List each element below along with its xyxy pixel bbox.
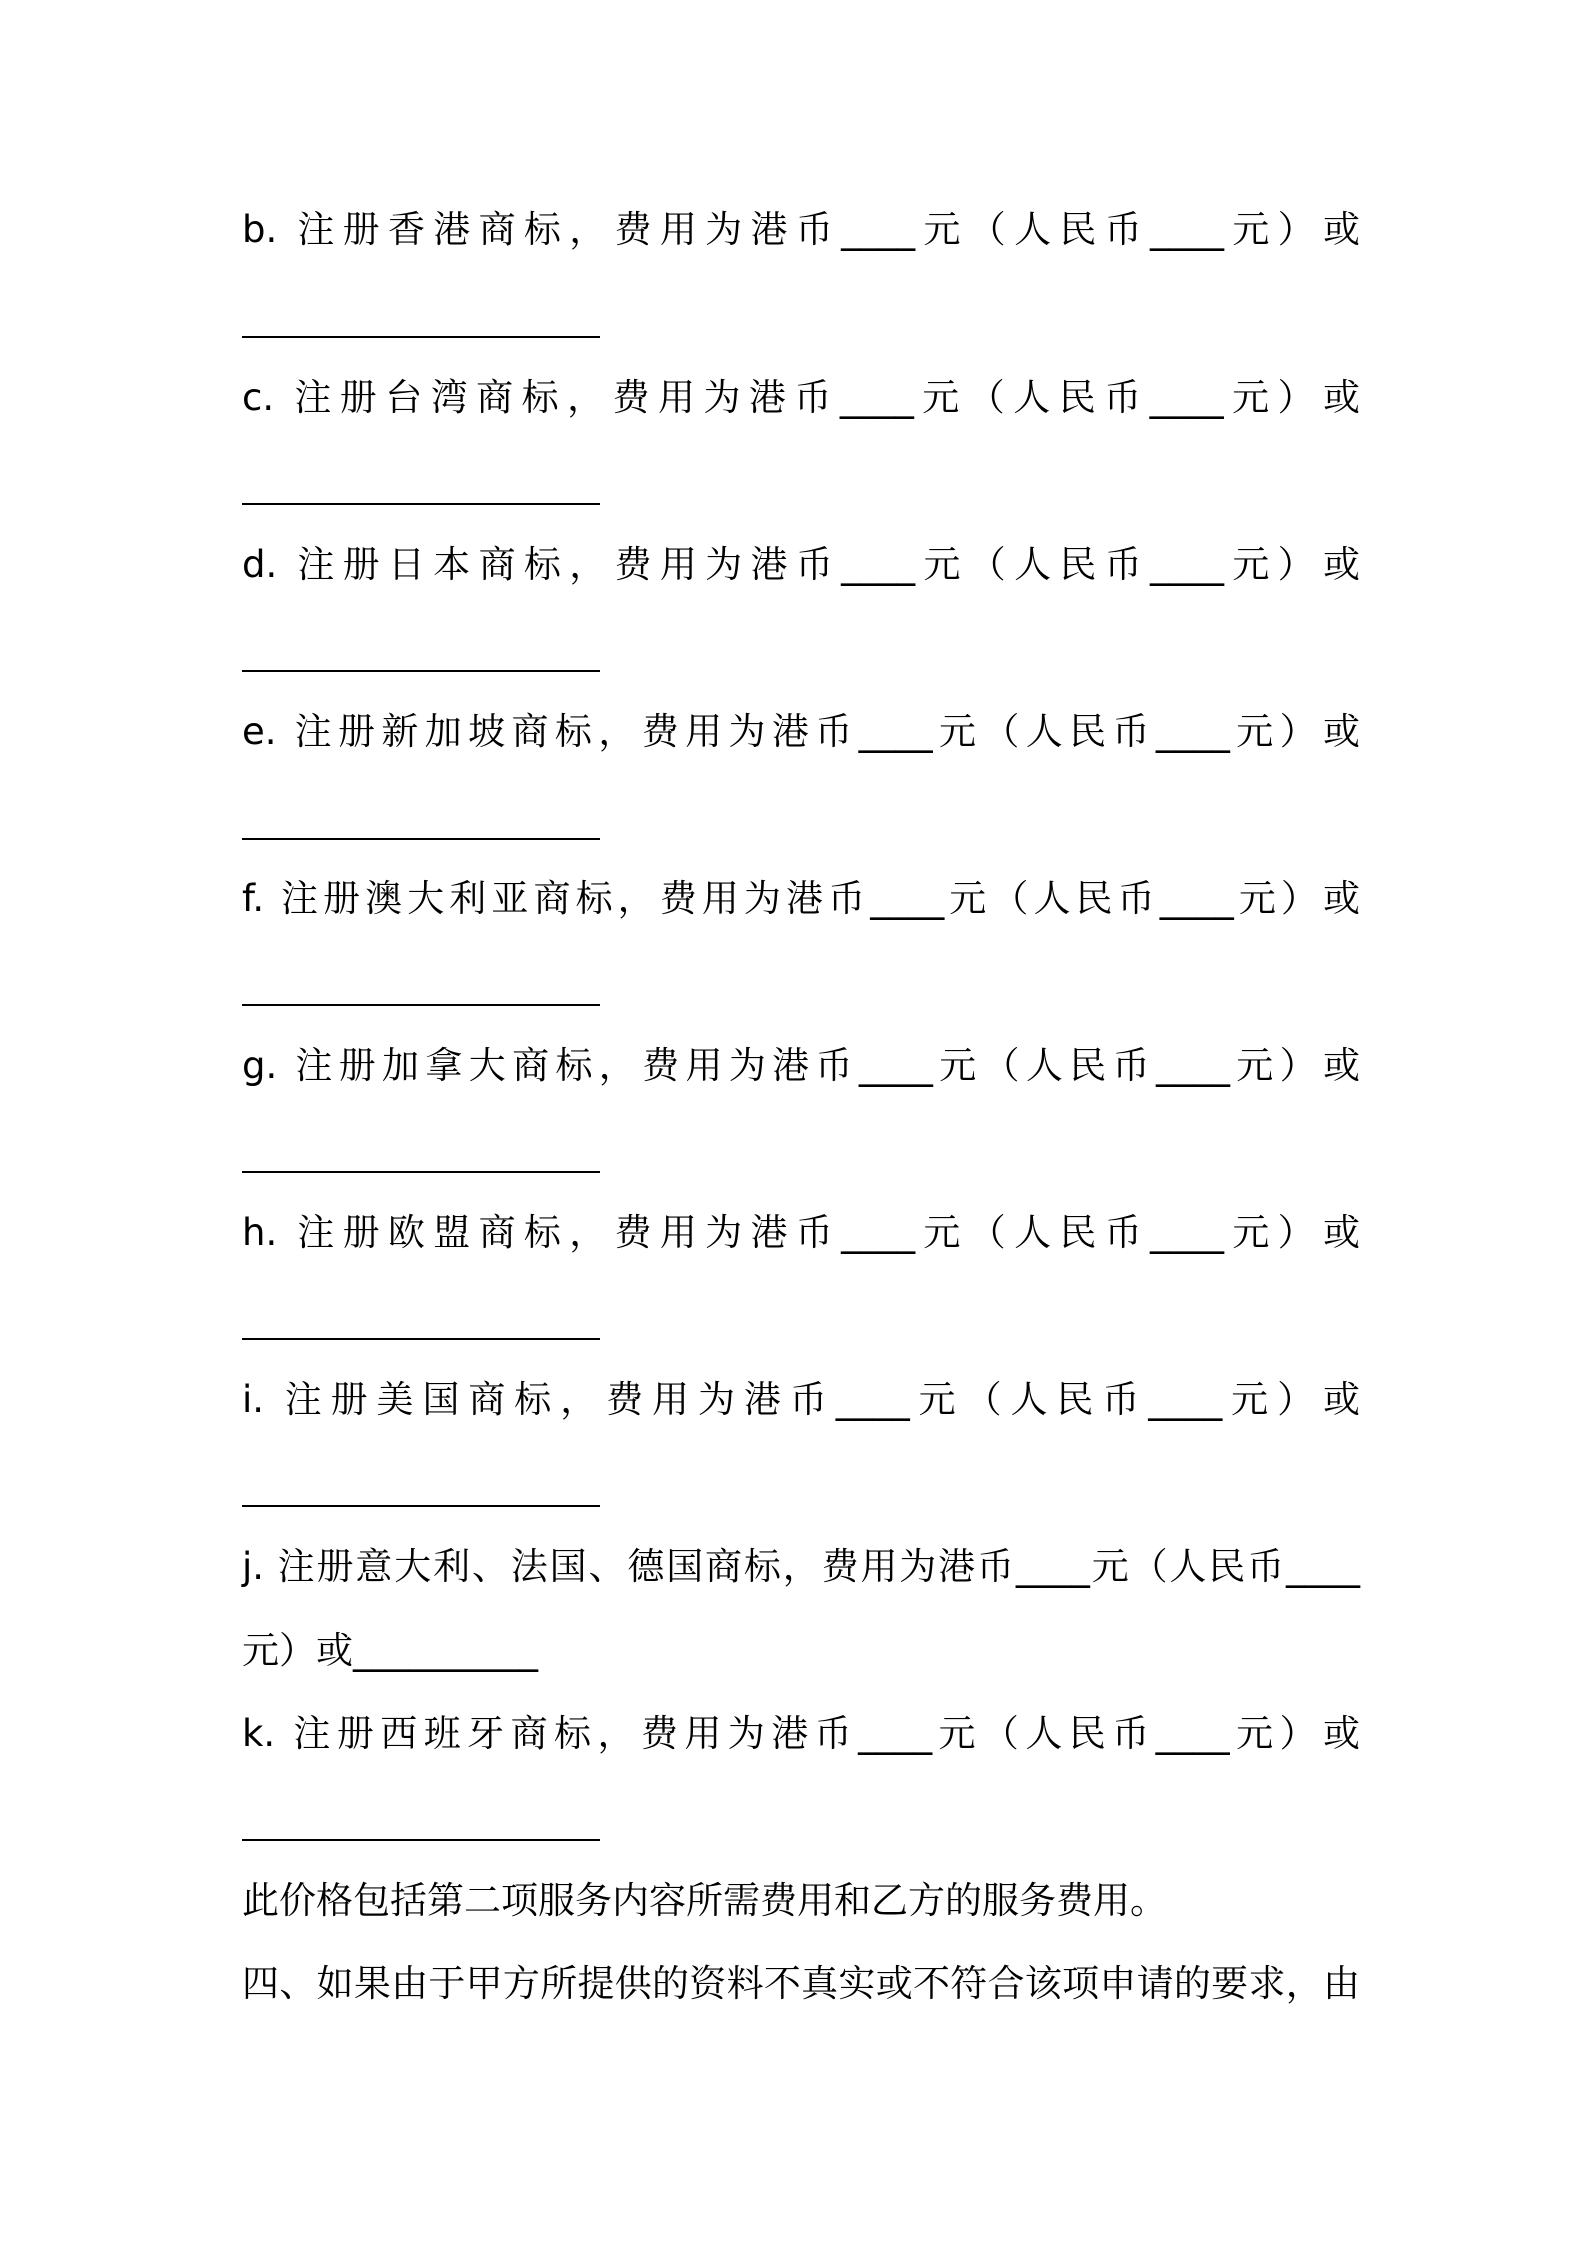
item-d-blank <box>242 670 600 672</box>
item-j-line-2: 元）或__________ <box>242 1629 538 1672</box>
item-e-blank <box>242 838 600 840</box>
item-k-blank <box>242 1839 600 1841</box>
item-c-blank <box>242 503 600 505</box>
item-h-blank <box>242 1338 600 1340</box>
item-g-blank <box>242 1171 600 1173</box>
price-note: 此价格包括第二项服务内容所需费用和乙方的服务费用。 <box>242 1879 1167 1922</box>
item-g-line: g. 注册加拿大商标，费用为港币____元（人民币____元）或 <box>242 1044 1360 1087</box>
item-j-line-1: j. 注册意大利、法国、德国商标，费用为港币____元（人民币____ <box>242 1545 1360 1588</box>
item-i-blank <box>242 1505 600 1507</box>
item-f-line: f. 注册澳大利亚商标，费用为港币____元（人民币____元）或 <box>242 877 1360 920</box>
item-c-line: c. 注册台湾商标，费用为港币____元（人民币____元）或 <box>242 376 1360 419</box>
item-d-line: d. 注册日本商标，费用为港币____元（人民币____元）或 <box>242 543 1360 586</box>
item-h-line: h. 注册欧盟商标，费用为港币____元（人民币____元）或 <box>242 1211 1360 1254</box>
item-k-line: k. 注册西班牙商标，费用为港币____元（人民币____元）或 <box>242 1712 1360 1755</box>
item-e-line: e. 注册新加坡商标，费用为港币____元（人民币____元）或 <box>242 710 1360 753</box>
item-b-line: b. 注册香港商标，费用为港币____元（人民币____元）或 <box>242 208 1360 251</box>
item-i-line: i. 注册美国商标，费用为港币____元（人民币____元）或 <box>242 1378 1360 1421</box>
clause-four: 四、如果由于甲方所提供的资料不真实或不符合该项申请的要求，由 <box>242 1962 1360 2005</box>
item-b-blank <box>242 336 600 338</box>
item-f-blank <box>242 1004 600 1006</box>
